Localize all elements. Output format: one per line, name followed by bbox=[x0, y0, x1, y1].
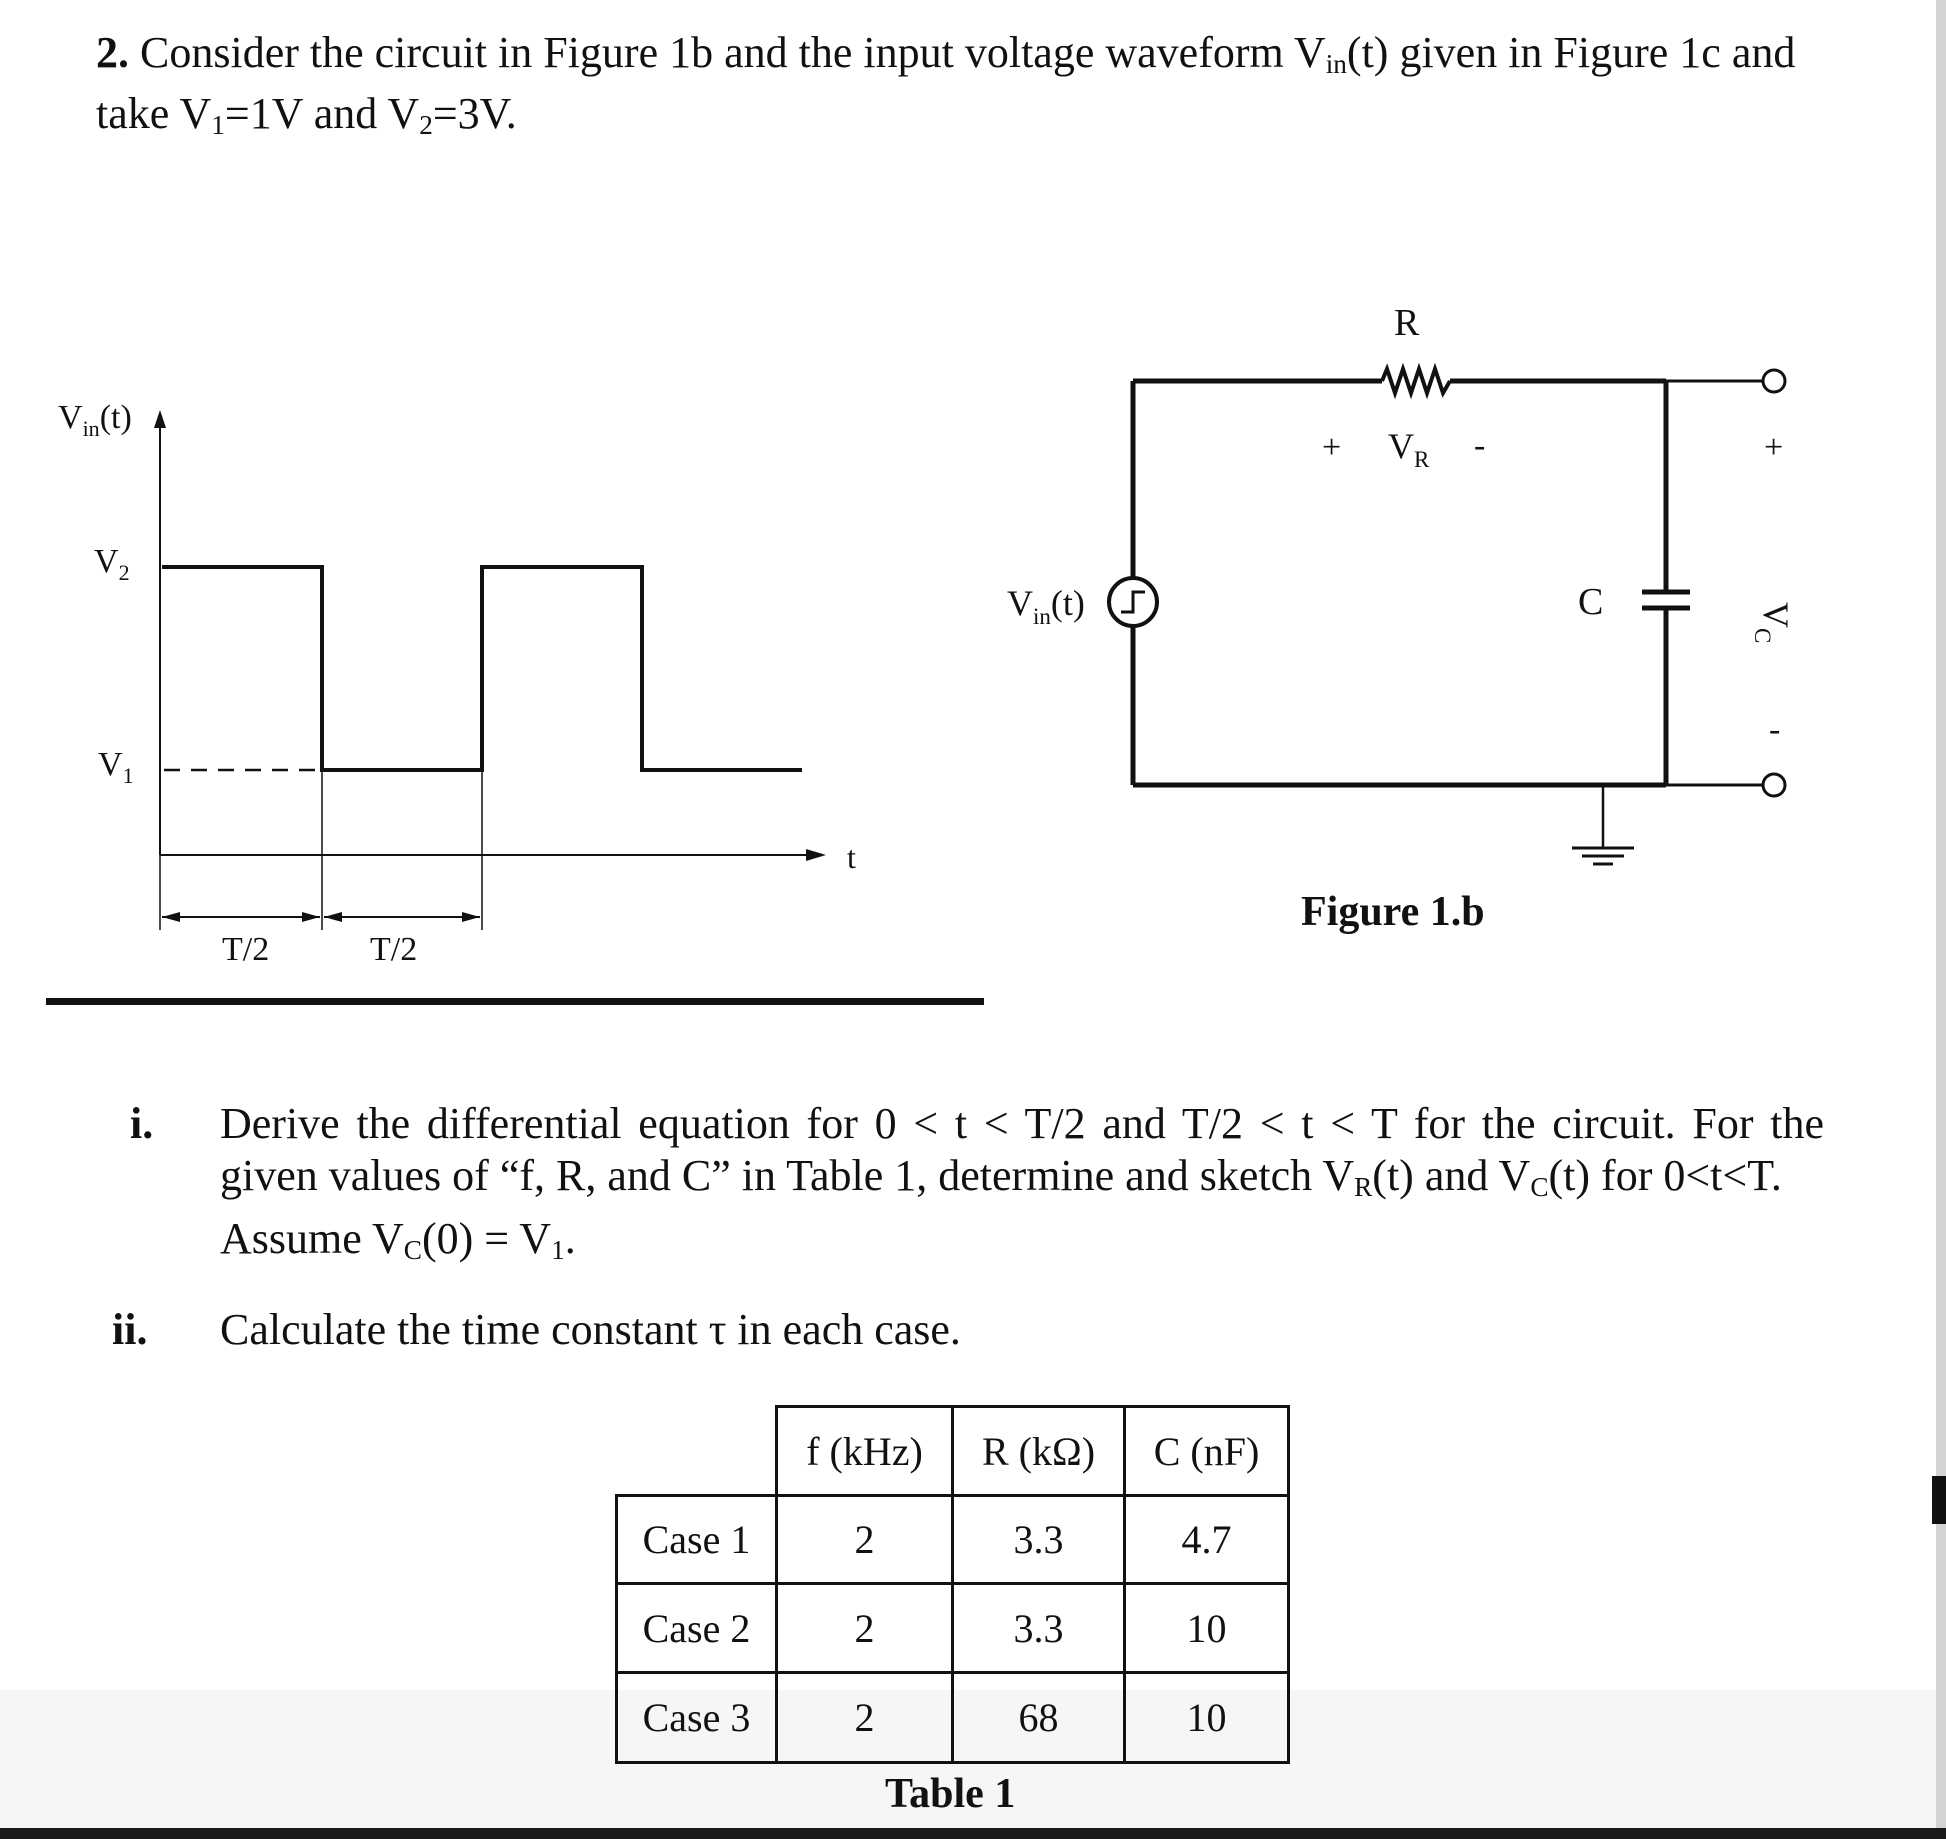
row-label: Case 2 bbox=[617, 1584, 777, 1673]
dim-arrow-left-icon bbox=[324, 912, 342, 922]
dim-arrow-left-icon bbox=[162, 912, 180, 922]
scroll-marker bbox=[1932, 1476, 1946, 1524]
item-i-text: Derive the differential equation for 0 < t < T/2 and T/2 < t < T for the circuit. For the given values of “f, R, and C” in Table 1, determine and sketch $V_R(t)$ and $V_C(t)$ for 0<t<T. Assume $V_C(0) = V_1$. bbox=[220, 1099, 1824, 1265]
row-label: Case 1 bbox=[617, 1496, 777, 1584]
cell-f: 2 bbox=[777, 1496, 953, 1584]
vr-plus-sign: + bbox=[1322, 429, 1342, 466]
dim-arrow-right-icon bbox=[302, 912, 320, 922]
window-bottom-edge bbox=[0, 1828, 1946, 1839]
dim-arrow-right-icon bbox=[462, 912, 480, 922]
output-terminal-bottom bbox=[1763, 774, 1785, 796]
source-label: $V_{in}(t)$ bbox=[1007, 583, 1085, 629]
half-period-label-1: T/2 bbox=[222, 931, 270, 968]
vr-label: $V_R$ bbox=[1388, 426, 1430, 472]
window-right-edge bbox=[1936, 0, 1946, 1839]
output-terminal-top bbox=[1763, 370, 1785, 392]
cell-c: 10 bbox=[1125, 1673, 1289, 1763]
table-caption: Table 1 bbox=[885, 1771, 1016, 1817]
item-i-number: i. bbox=[130, 1099, 154, 1148]
question-line-2: take $V_1=1V$ and $V_2=3V$. bbox=[96, 89, 517, 140]
table-header-c: C (nF) bbox=[1125, 1407, 1289, 1496]
cell-c: 10 bbox=[1125, 1584, 1289, 1673]
x-axis-arrow-icon bbox=[806, 849, 826, 861]
table-header-f: f (kHz) bbox=[777, 1407, 953, 1496]
item-ii-text: Calculate the time constant τ in each case. bbox=[220, 1305, 961, 1354]
table-row bbox=[617, 1496, 1289, 1584]
t-label: t bbox=[847, 839, 856, 875]
table-corner-cell bbox=[617, 1407, 777, 1496]
vc-label: $V_C$ bbox=[1750, 602, 1796, 644]
table-row bbox=[617, 1584, 1289, 1673]
cell-c: 4.7 bbox=[1125, 1496, 1289, 1584]
half-period-label-2: T/2 bbox=[370, 931, 418, 968]
v2-label: $V_2$ bbox=[94, 543, 130, 585]
v1-label: $V_1$ bbox=[98, 746, 134, 788]
circuit-figure bbox=[990, 280, 1870, 940]
cell-r: 68 bbox=[953, 1673, 1125, 1763]
resistor-label: R bbox=[1394, 302, 1420, 344]
vc-plus-sign: + bbox=[1764, 429, 1784, 466]
table-1 bbox=[615, 1405, 1290, 1764]
item-ii-number: ii. bbox=[112, 1305, 148, 1354]
capacitor-label: C bbox=[1578, 581, 1604, 623]
vr-minus-sign: - bbox=[1474, 427, 1486, 464]
figure-caption: Figure 1.b bbox=[1301, 889, 1485, 935]
cell-r: 3.3 bbox=[953, 1584, 1125, 1673]
figure-divider bbox=[46, 998, 984, 1005]
y-axis-label: $V_{in}(t)$ bbox=[58, 399, 132, 441]
question-line-1: 2. Consider the circuit in Figure 1b and the input voltage waveform $V_{in}(t)$ given in Figure 1c and bbox=[96, 28, 1796, 79]
resistor bbox=[1382, 369, 1450, 393]
question-number: 2. bbox=[96, 28, 129, 77]
waveform-figure bbox=[0, 0, 1000, 1020]
table-header-r: R (kΩ) bbox=[953, 1407, 1125, 1496]
vc-minus-sign: - bbox=[1769, 711, 1781, 748]
y-axis-arrow-icon bbox=[154, 410, 166, 428]
cell-r: 3.3 bbox=[953, 1496, 1125, 1584]
row-label: Case 3 bbox=[617, 1673, 777, 1763]
cell-f: 2 bbox=[777, 1584, 953, 1673]
cell-f: 2 bbox=[777, 1673, 953, 1763]
table-row bbox=[617, 1673, 1289, 1763]
table-header-row bbox=[617, 1407, 1289, 1496]
